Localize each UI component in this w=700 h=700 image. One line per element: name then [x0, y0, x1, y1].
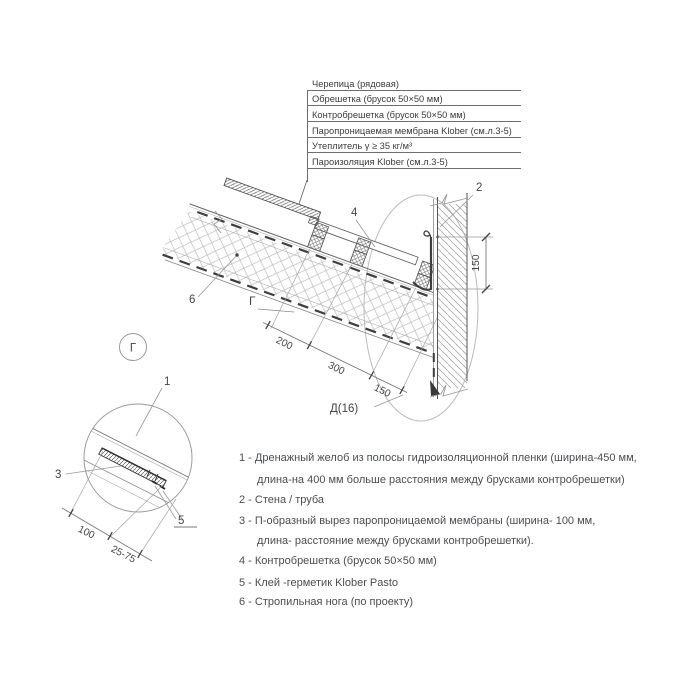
wall-hatch: [438, 204, 468, 388]
callout-glue-label: 5: [178, 515, 185, 527]
dim-100-label: 100: [76, 524, 97, 542]
callout-wall-label: 2: [476, 182, 483, 194]
layers-table: [307, 75, 521, 169]
detail-ref-label: Д(16): [330, 403, 359, 415]
legend-line: длина- расстояние между брусками контробрешетки).: [257, 535, 534, 547]
layers-table-row: Паропроницаемая мембрана Klober (см.л.3-5): [307, 122, 521, 138]
dim-upstand-label: 150: [471, 254, 482, 272]
section-circle: [120, 334, 147, 361]
dim-300-label: 300: [326, 360, 347, 378]
callout-cutout-label: 3: [55, 469, 62, 481]
dim-25-75-label: 25-75: [109, 543, 138, 566]
legend-line: длина-на 400 мм больше расстояния между брусками контробрешетки): [257, 474, 625, 486]
roof-assembly: [157, 165, 471, 359]
layers-table-row: Пароизоляция Klober (см.л.3-5): [307, 153, 521, 169]
detail-circle: [55, 376, 197, 566]
legend-line: 1 - Дренажный желоб из полосы гидроизоляционной пленки (ширина-450 мм,: [239, 452, 637, 464]
tile-course-1: [224, 178, 321, 220]
callout-counter-batten-label: 4: [351, 207, 358, 219]
callout-gutter-label: 1: [164, 376, 171, 388]
layers-table-left-border: [307, 91, 308, 182]
legend-line: 2 - Стена / труба: [239, 494, 325, 506]
layers-table-row: Контробрешетка (брусок 50×50 мм): [307, 106, 521, 122]
section-inline-label: Г: [249, 294, 256, 308]
legend-line: 6 - Стропильная нога (по проекту): [239, 596, 414, 608]
legend-line: 3 - П-образный вырез паропроницаемой мембраны (ширина- 100 мм,: [239, 515, 596, 527]
callout-rafter-label: 6: [189, 294, 196, 306]
layers-table-row: Утеплитель γ ≥ 35 кг/м³: [307, 138, 521, 154]
section-circle-label: Г: [129, 342, 137, 355]
detail-circle-content: [77, 421, 194, 517]
dim-150-label: 150: [372, 382, 393, 400]
legend-line: 5 - Клей -герметик Klober Pasto: [239, 577, 399, 589]
layers-table-row: Черепица (рядовая): [307, 75, 521, 91]
dim-200-label: 200: [274, 335, 295, 353]
wall-section: [430, 193, 468, 399]
insulation-hatch: [159, 206, 456, 354]
layers-table-row: Обрешетка (брусок 50×50 мм): [307, 91, 521, 107]
legend-line: 4 - Контробрешетка (брусок 50×50 мм): [239, 555, 437, 567]
table-leader-line: [299, 180, 307, 204]
